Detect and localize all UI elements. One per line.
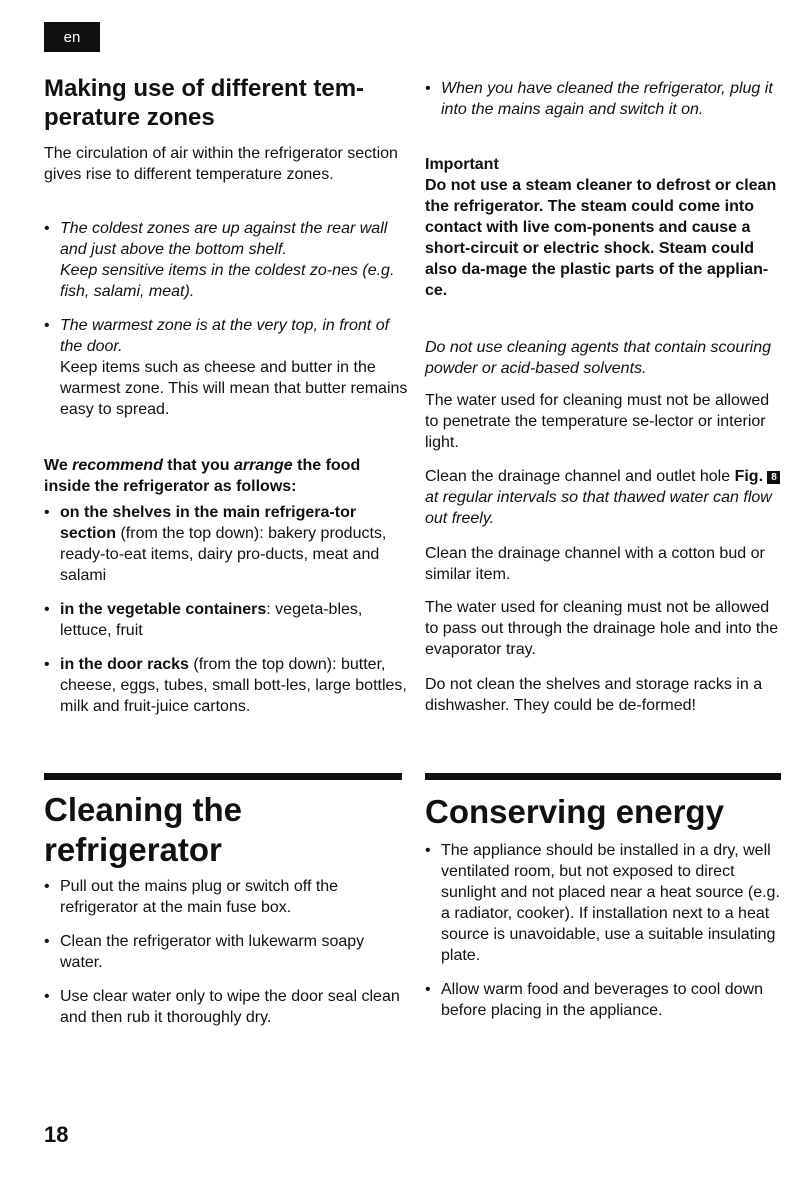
- energy-list: [425, 840, 785, 1034]
- temperature-zones-heading: Making use of different tem-perature zones: [44, 75, 365, 131]
- conserving-energy-heading: Conserving energy: [425, 793, 724, 830]
- recommendation-intro: We recommend that you arrange the food inside the refrigerator as follows:: [44, 457, 361, 495]
- list-item-door-racks: • in the door racks (from the top down): butter, cheese, eggs, tubes, small bott-les, large bottles, milk and fruit-juice cartons.: [44, 654, 408, 717]
- list-item-shelves: • on the shelves in the main refrigera-tor section (from the top down): bakery products, ready-to-eat items, dairy pro-ducts, meat and salami: [44, 502, 408, 586]
- list-item-vegetable-containers: • in the vegetable containers: vegeta-bles, lettuce, fruit: [44, 599, 408, 641]
- list-item: • Clean the refrigerator with lukewarm soapy water.: [44, 931, 408, 973]
- coldest-zone-advice: Keep sensitive items in the coldest zo-nes (e.g. fish, salami, meat).: [60, 262, 395, 300]
- figure-number-badge: 8: [767, 471, 780, 484]
- list-item-warmest-zone: [44, 315, 408, 420]
- no-scouring-note: Do not use cleaning agents that contain scouring powder or acid-based solvents.: [425, 339, 772, 377]
- list-item-coldest-zone: [44, 218, 408, 302]
- important-label: Important: [425, 156, 499, 173]
- reconnect-list: [425, 78, 785, 133]
- list-item: • Allow warm food and beverages to cool down before placing in the appliance.: [425, 979, 785, 1021]
- drainage-channel-note: Clean the drainage channel and outlet hole Fig. 8 at regular intervals so that thawed water can flow out freely.: [425, 466, 785, 529]
- cleaning-list: [44, 876, 408, 1041]
- important-warning: Do not use a steam cleaner to defrost or clean the refrigerator. The steam could come into contact with live com-ponents and cause a short-circuit or electric shock. Steam could also da-mage the plastic parts of the applian-ce.: [425, 177, 777, 299]
- evaporator-note: The water used for cleaning must not be allowed to pass out through the drainage hole and into the evaporator tray.: [425, 599, 779, 658]
- list-item: • Use clear water only to wipe the door seal clean and then rub it thoroughly dry.: [44, 986, 408, 1028]
- cleaning-heading: Cleaning the refrigerator: [44, 791, 243, 868]
- cotton-bud-note: Clean the drainage channel with a cotton bud or similar item.: [425, 545, 765, 583]
- water-selector-note: The water used for cleaning must not be allowed to penetrate the temperature se-lector or interior light.: [425, 392, 770, 451]
- temperature-zones-list: [44, 218, 408, 433]
- section-divider: [425, 773, 781, 780]
- list-item-reconnect: • When you have cleaned the refrigerator, plug it into the mains again and switch it on.: [425, 78, 785, 120]
- warmest-zone-text: • The warmest zone is at the very top, in front of the door.: [60, 317, 390, 355]
- temperature-zones-intro: The circulation of air within the refrigerator section gives rise to different temperature zones.: [44, 145, 398, 183]
- food-placement-list: [44, 502, 408, 730]
- page-number: 18: [44, 1122, 69, 1147]
- language-badge: en: [44, 22, 100, 52]
- list-item: • The appliance should be installed in a dry, well ventilated room, but not exposed to direct sunlight and not placed near a heat source (e.g. a radiator, cooker). If installation next to a heat source is unavoidable, use a suitable insulating plate.: [425, 840, 785, 966]
- list-item: • Pull out the mains plug or switch off the refrigerator at the main fuse box.: [44, 876, 408, 918]
- dishwasher-note: Do not clean the shelves and storage racks in a dishwasher. They could be de-formed!: [425, 676, 763, 714]
- warmest-zone-advice: Keep items such as cheese and butter in the warmest zone. This will mean that butter remains easy to spread.: [60, 359, 408, 418]
- coldest-zone-text: • The coldest zones are up against the rear wall and just above the bottom shelf.: [60, 220, 388, 258]
- section-divider: [44, 773, 402, 780]
